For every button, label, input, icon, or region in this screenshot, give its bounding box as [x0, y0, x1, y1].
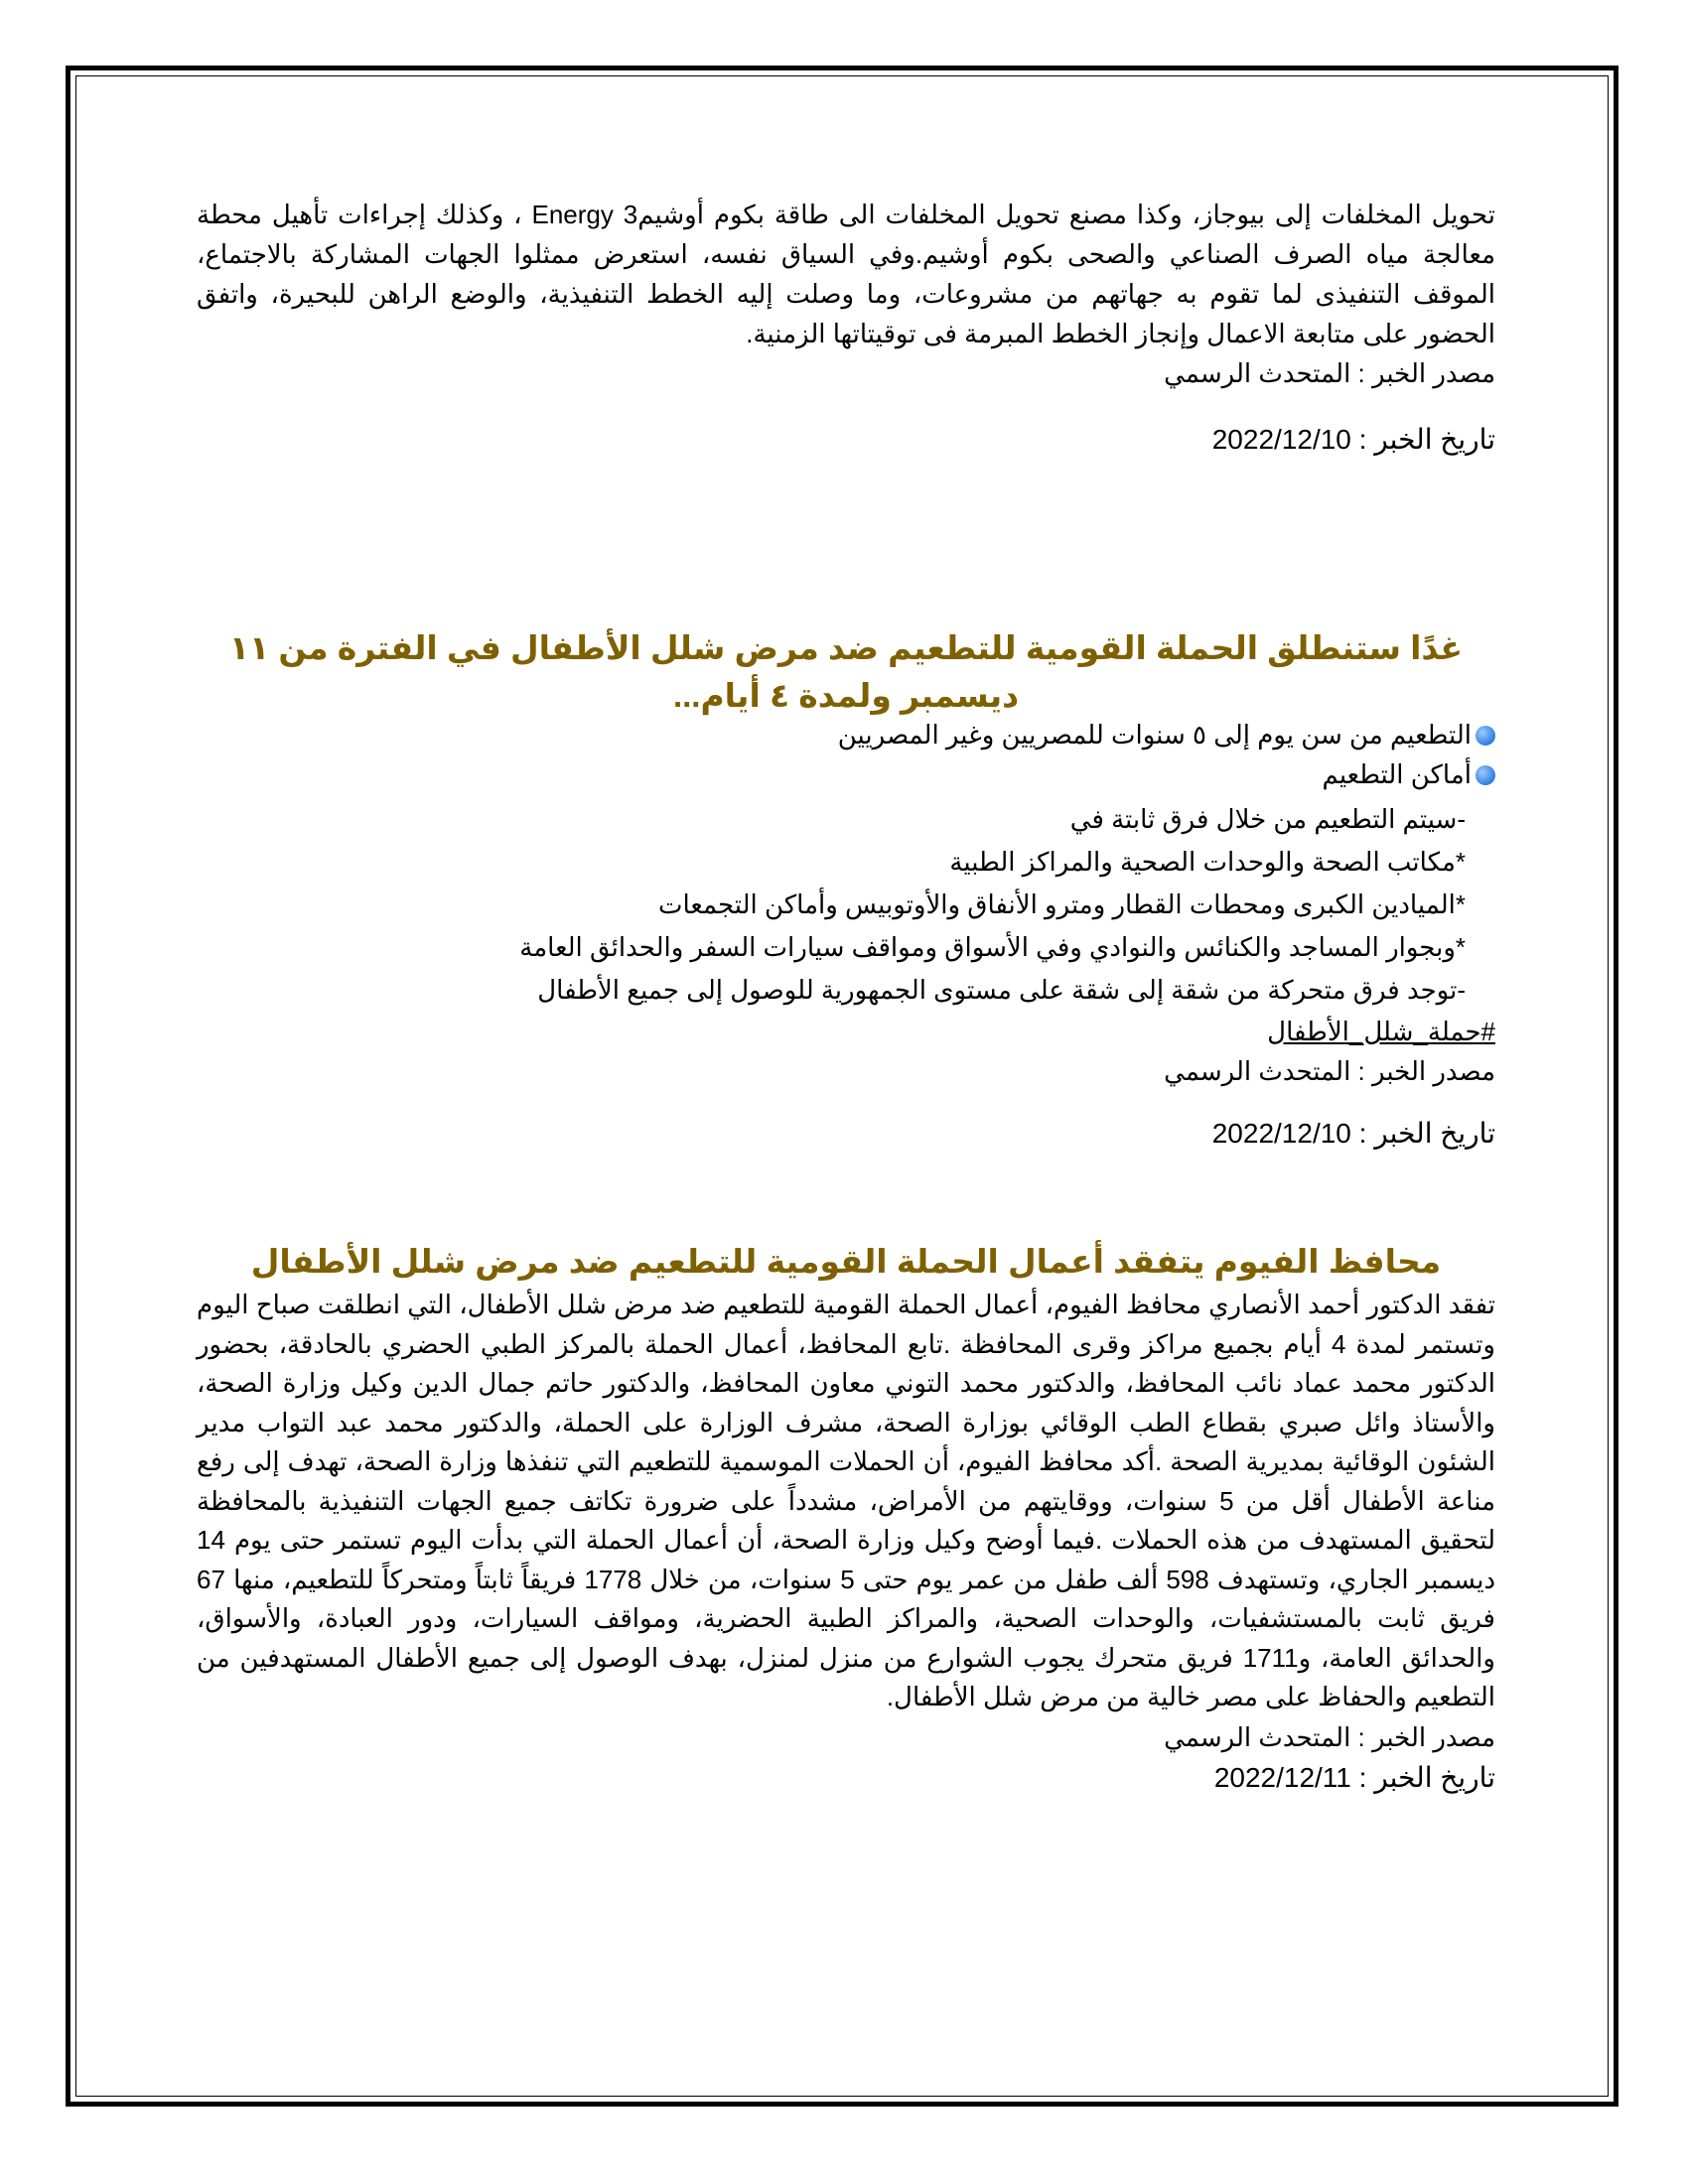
list-item: -توجد فرق متحركة من شقة إلى شقة على مستوى الجمهورية للوصول إلى جميع الأطفال [537, 975, 1466, 1005]
article-continuation [197, 195, 1495, 461]
article-paragraph: تحويل المخلفات إلى بيوجاز، وكذا مصنع تحويل المخلفات الى طاقة بكوم أوشيمEnergy 3 ، وكذلك إجراءات تأهيل محطة معالجة مياه الصرف الصناعي والصحى بكوم أوشيم.وفي السياق نفسه، استعرض ممثلوا الجهات المشاركة بالاجتماع، الموقف التنفيذى لما تقوم به جهاتهم من مشروعات، وما وصلت إليه الخطط التنفيذية، والوضع الراهن للبحيرة، واتفق الحضور على متابعة الاعمال وإنجاز الخطط المبرمة فى توقيتاتها الزمنية. [197, 200, 1495, 348]
list-item: -سيتم التطعيم من خلال فرق ثابتة في [1069, 804, 1466, 834]
list-item: *الميادين الكبرى ومحطات القطار ومترو الأنفاق والأوتوبيس وأماكن التجمعات [658, 889, 1466, 919]
blue-circle-icon [1476, 765, 1495, 785]
article-headline-line-1: غدًا ستنطلق الحملة القومية للتطعيم ضد مرض شلل الأطفال في الفترة من ١١ [228, 629, 1464, 666]
news-date: تاريخ الخبر : 2022/12/10 [1211, 424, 1495, 455]
news-date: تاريخ الخبر : 2022/12/11 [1213, 1761, 1495, 1793]
bullet-text: التطعيم من سن يوم إلى ٥ سنوات للمصريين وغير المصريين [837, 720, 1472, 750]
article-paragraph: تفقد الدكتور أحمد الأنصاري محافظ الفيوم، أعمال الحملة القومية للتطعيم ضد مرض شلل الأطفال، التي انطلقت صباح اليوم وتستمر لمدة 4 أيام بجميع مراكز وقرى المحافظة .تابع المحافظ، أعمال الحملة بالمركز الطبي الحضري بالحادقة، بحضور الدكتور محمد عماد نائب المحافظ، والدكتور محمد التوني معاون المحافظ، والدكتور حاتم جمال الدين وكيل وزارة الصحة، والأستاذ وائل صبري بقطاع الطب الوقائي بوزارة الصحة، مشرف الوزارة على الحملة، والدكتور محمد عبد التواب مدير الشئون الوقائية بمديرية الصحة .أكد محافظ الفيوم، أن الحملات الموسمية للتطعيم التي تنفذها وزارة الصحة، تهدف إلى رفع مناعة الأطفال أقل من 5 سنوات، ووقايتهم من الأمراض، مشدداً على ضرورة تكاتف جميع الجهات التنفيذية بالمحافظة لتحقيق المستهدف من هذه الحملات .فيما أوضح وكيل وزارة الصحة، أن أعمال الحملة التي بدأت اليوم تستمر حتى يوم 14 ديسمبر الجاري، وتستهدف 598 ألف طفل من عمر يوم حتى 5 سنوات، من خلال 1778 فريقاً ثابتاً ومتحركاً للتطعيم، منها 67 فريق ثابت بالمستشفيات، والوحدات الصحية، والمراكز الطبية الحضرية، ومواقف السيارات، ودور العبادة، والأسواق، والحدائق العامة، و1711 فريق متحرك يجوب الشوارع من منزل لمنزل، بهدف الوصول إلى جميع الأطفال المستهدفين من التطعيم والحفاظ على مصر خالية من مرض شلل الأطفال. [197, 1290, 1496, 1711]
article-headline: محافظ الفيوم يتفقد أعمال الحملة القومية للتطعيم ضد مرض شلل الأطفال [250, 1243, 1442, 1280]
news-date: تاريخ الخبر : 2022/12/10 [1211, 1118, 1495, 1149]
blue-circle-icon [1476, 726, 1495, 746]
list-item: *مكاتب الصحة والوحدات الصحية والمراكز الطبية [949, 847, 1466, 877]
hashtag-link[interactable]: #حملة_شلل_الأطفال [1267, 1017, 1495, 1046]
list-item: *وبجوار المساجد والكنائس والنوادي وفي الأسواق ومواقف سيارات السفر والحدائق العامة [519, 932, 1466, 962]
article-fayoum [197, 1238, 1495, 1799]
article-headline-line-2: ديسمبر ولمدة ٤ أيام... [672, 677, 1020, 714]
article-campaign [197, 621, 1495, 1155]
bullet-text: أماكن التطعيم [1322, 759, 1472, 789]
bullet-item-places [197, 754, 1495, 794]
news-source: مصدر الخبر : المتحدث الرسمي [1164, 358, 1495, 388]
bullet-item-age [197, 715, 1495, 754]
news-source: مصدر الخبر : المتحدث الرسمي [1164, 1056, 1495, 1086]
news-source: مصدر الخبر : المتحدث الرسمي [1164, 1721, 1495, 1752]
places-list [197, 798, 1495, 1012]
